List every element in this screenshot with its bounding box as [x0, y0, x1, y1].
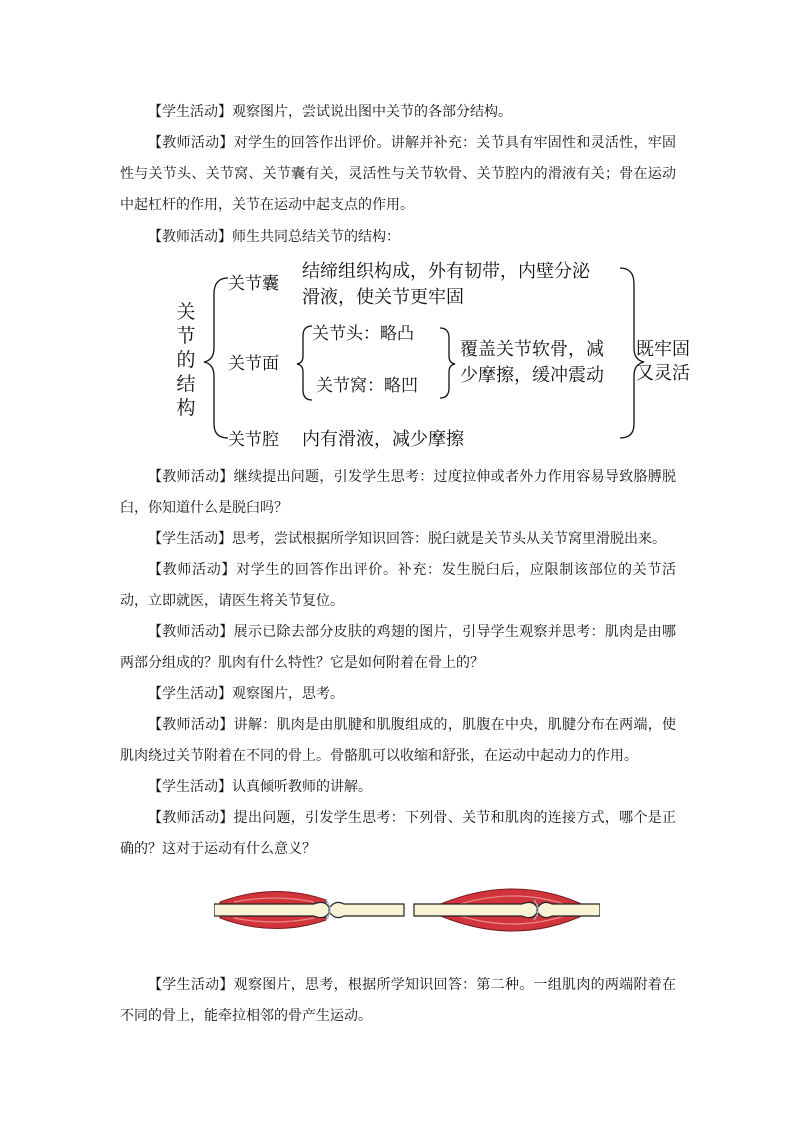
root-char: 结 — [176, 373, 196, 395]
paragraph-text: 继续提出问题，引发学生思考：过度拉伸或者外力作用容易导致胳膊脱臼，你知道什么是脱臼吗？ — [120, 469, 677, 516]
surface-desc-1: 覆盖关节软骨，减 — [460, 339, 604, 360]
paragraph-text: 展示已除去部分皮肤的鸡翅的图片，引导学生观察并思考：肌肉是由哪两部分组成的？肌肉有什么特性？它是如何附着在骨上的？ — [120, 624, 677, 671]
arrangement-one — [214, 891, 404, 928]
surface-label: 关节面 — [228, 354, 279, 374]
paragraph-observe — [120, 97, 676, 128]
paragraph-evaluate — [120, 128, 676, 221]
paragraph-listen — [120, 772, 676, 803]
paragraph-text: 对学生的回答作出评价。补充：发生脱臼后，应限制该部位的关节活动，立即就医，请医生将关节复位。 — [120, 562, 677, 609]
paragraph-text: 认真倾听教师的讲解。 — [232, 779, 372, 795]
joint-socket-label: 关节窝：略凹 — [316, 376, 418, 396]
paragraph-text: 观察图片，尝试说出图中关节的各部分结构。 — [232, 104, 512, 120]
activity-tag: 【教师活动】 — [148, 135, 234, 151]
activity-tag: 【学生活动】 — [148, 104, 232, 120]
joint-head-label: 关节头：略凸 — [312, 324, 414, 344]
root-char: 构 — [176, 397, 196, 419]
bone — [214, 902, 330, 917]
paragraph-final-answer — [120, 970, 676, 1032]
paragraph-text: 思考，尝试根据所学知识回答：脱臼就是关节头从关节窝里滑脱出来。 — [232, 531, 666, 547]
muscle-bone-figure — [214, 880, 600, 940]
activity-tag: 【教师活动】 — [148, 562, 237, 578]
activity-tag: 【学生活动】 — [148, 779, 232, 795]
activity-tag: 【教师活动】 — [148, 624, 234, 640]
capsule-desc-1: 结缔组织构成，外有韧带，内壁分泌 — [302, 261, 590, 282]
root-char: 的 — [176, 349, 196, 371]
bone — [414, 902, 538, 917]
paragraph-text: 对学生的回答作出评价。讲解并补充：关节具有牢固性和灵活性，牢固性与关节头、关节窝、关节囊有关，灵活性与关节软骨、关节腔内的滑液有关；骨在运动中起杠杆的作用，关节在运动中起支点的作用。 — [120, 135, 677, 213]
activity-tag: 【教师活动】 — [148, 229, 232, 245]
joint-structure-diagram — [170, 256, 710, 456]
result-line-2: 又灵活 — [636, 363, 690, 384]
surface-desc-2: 少摩擦，缓冲震动 — [460, 365, 604, 386]
cavity-desc: 内有滑液，减少摩擦 — [302, 429, 464, 450]
paragraph-text: 师生共同总结关节的结构： — [232, 229, 400, 245]
paragraph-dislocation-evaluate — [120, 555, 676, 617]
paragraph-dislocation-answer — [120, 524, 676, 555]
paragraph-text: 观察图片，思考，根据所学知识回答：第二种。一组肌肉的两端附着在不同的骨上，能牵拉相邻的骨产生运动。 — [120, 977, 677, 1024]
paragraph-text: 讲解：肌肉是由肌腱和肌腹组成的，肌腹在中央，肌腱分布在两端，使肌肉绕过关节附着在不同的骨上。骨骼肌可以收缩和舒张，在运动中起动力的作用。 — [120, 717, 677, 764]
root-char: 关 — [176, 301, 196, 323]
activity-tag: 【教师活动】 — [148, 717, 234, 733]
paragraph-connection-question — [120, 803, 676, 865]
cavity-label: 关节腔 — [228, 430, 279, 450]
activity-tag: 【学生活动】 — [148, 977, 234, 993]
paragraph-text: 提出问题，引发学生思考：下列骨、关节和肌肉的连接方式，哪个是正确的？这对于运动有什么意义？ — [120, 810, 677, 857]
activity-tag: 【学生活动】 — [148, 531, 232, 547]
paragraph-chicken-wing — [120, 617, 676, 679]
activity-tag: 【学生活动】 — [148, 686, 232, 702]
capsule-label: 关节囊 — [228, 274, 279, 294]
capsule-desc-2: 滑液，使关节更牢固 — [302, 287, 464, 308]
paragraph-text: 观察图片，思考。 — [232, 686, 344, 702]
paragraph-summary-intro — [120, 222, 676, 253]
activity-tag: 【教师活动】 — [148, 810, 234, 826]
bone — [329, 902, 404, 917]
joint-structure-root-label — [176, 300, 196, 420]
paragraph-muscle-explain — [120, 710, 676, 772]
result-line-1: 既牢固 — [636, 339, 690, 360]
root-char: 节 — [176, 325, 196, 347]
arrangement-two — [414, 889, 600, 931]
activity-tag: 【教师活动】 — [148, 469, 234, 485]
paragraph-dislocation-question — [120, 462, 676, 524]
paragraph-observe-think — [120, 679, 676, 710]
bone — [537, 902, 600, 917]
